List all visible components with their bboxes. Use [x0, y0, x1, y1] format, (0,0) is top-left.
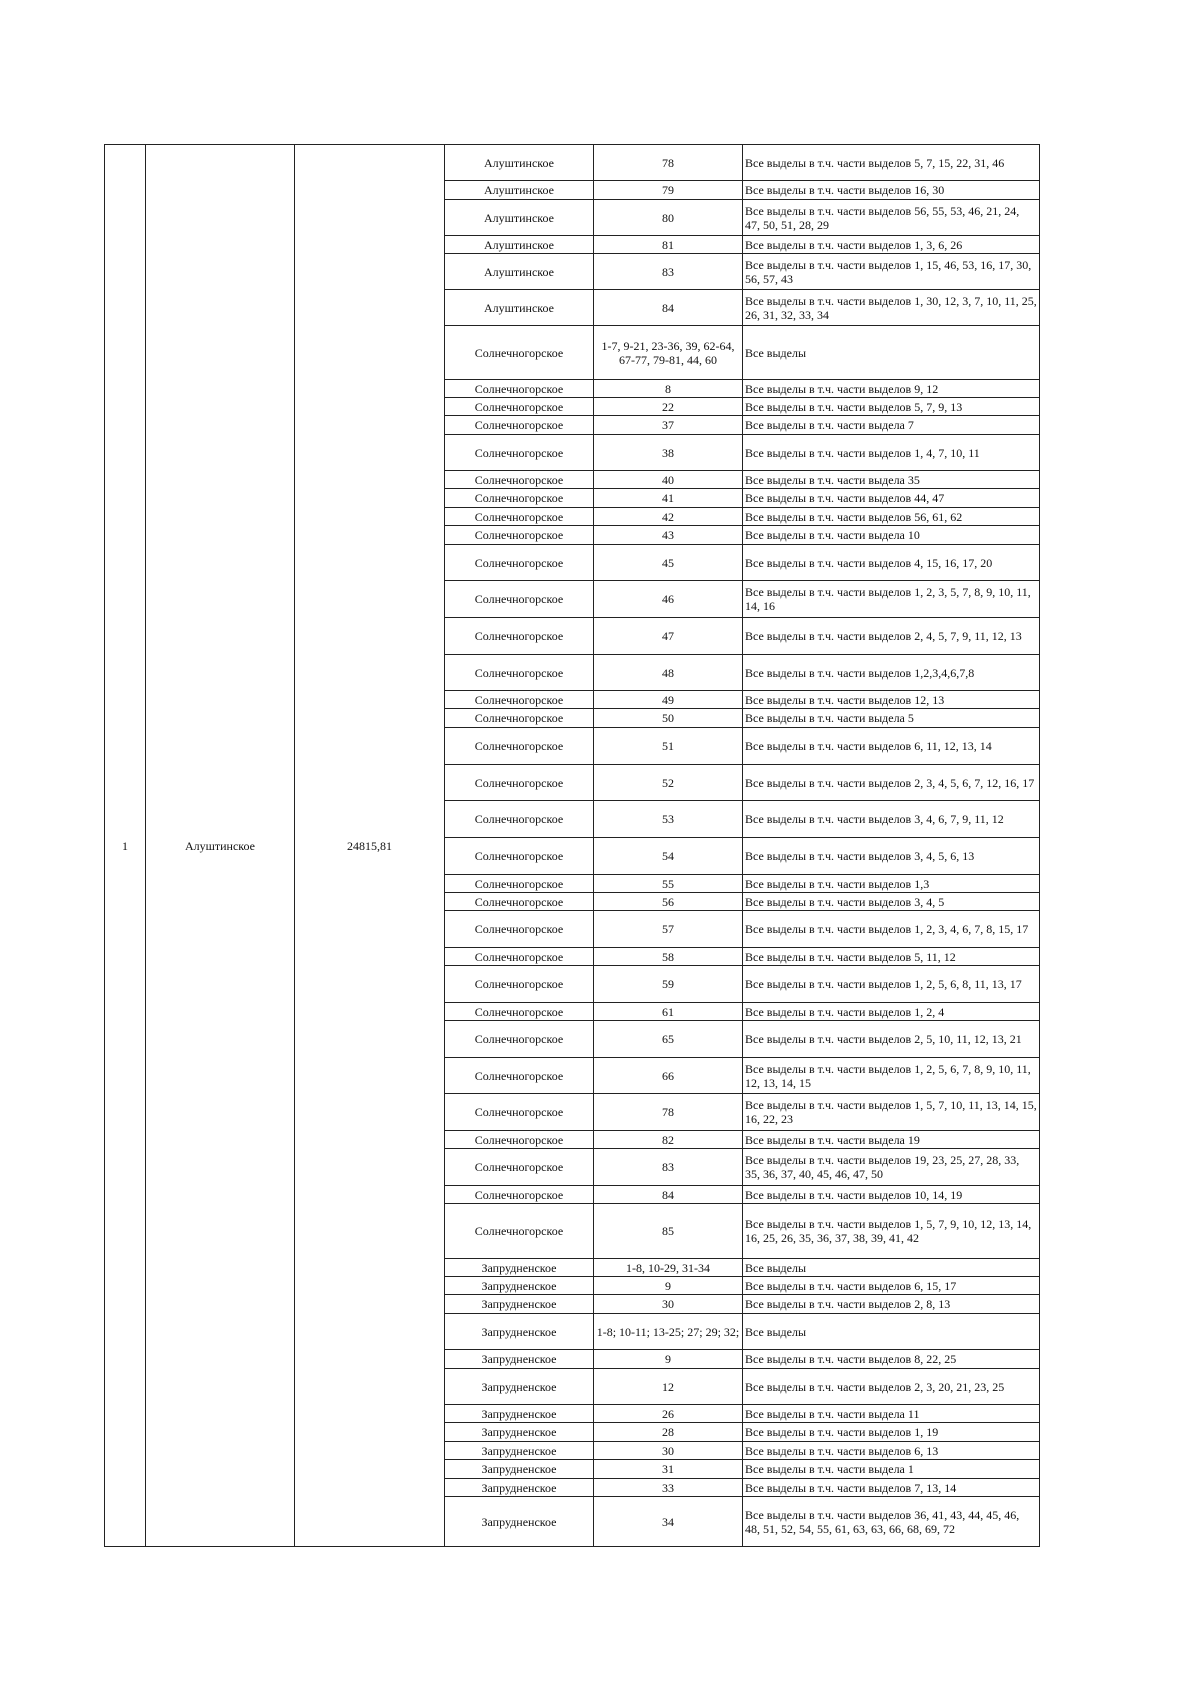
subforestry-cell: Солнечногорское	[445, 1003, 594, 1021]
vydely-cell: Все выделы в т.ч. части выделов 6, 13	[743, 1442, 1040, 1460]
kvartal-cell: 8	[594, 380, 743, 398]
subforestry-cell: Солнечногорское	[445, 765, 594, 801]
vydely-cell: Все выделы в т.ч. части выделов 3, 4, 5, 6, 13	[743, 838, 1040, 875]
vydely-cell: Все выделы	[743, 1314, 1040, 1350]
vydely-cell: Все выделы в т.ч. части выделов 2, 5, 10, 11, 12, 13, 21	[743, 1021, 1040, 1058]
subforestry-cell: Алуштинское	[445, 145, 594, 181]
kvartal-cell: 48	[594, 655, 743, 691]
vydely-cell: Все выделы в т.ч. части выделов 8, 22, 25	[743, 1350, 1040, 1369]
subforestry-cell: Солнечногорское	[445, 435, 594, 471]
subforestry-cell: Солнечногорское	[445, 948, 594, 966]
subforestry-cell: Запрудненское	[445, 1497, 594, 1547]
vydely-cell: Все выделы в т.ч. части выделов 1, 19	[743, 1423, 1040, 1442]
subforestry-cell: Солнечногорское	[445, 398, 594, 416]
kvartal-cell: 43	[594, 526, 743, 545]
subforestry-cell: Солнечногорское	[445, 416, 594, 435]
subforestry-cell: Запрудненское	[445, 1405, 594, 1423]
subforestry-cell: Алуштинское	[445, 254, 594, 290]
kvartal-cell: 81	[594, 236, 743, 254]
vydely-cell: Все выделы в т.ч. части выделов 44, 47	[743, 489, 1040, 508]
vydely-cell: Все выделы в т.ч. части выделов 1, 4, 7, 10, 11	[743, 435, 1040, 471]
subforestry-cell: Солнечногорское	[445, 581, 594, 618]
vydely-cell: Все выделы в т.ч. части выделов 6, 11, 12, 13, 14	[743, 728, 1040, 765]
kvartal-cell: 83	[594, 254, 743, 290]
vydely-cell: Все выделы в т.ч. части выдела 35	[743, 471, 1040, 489]
subforestry-cell: Солнечногорское	[445, 838, 594, 875]
kvartal-cell: 52	[594, 765, 743, 801]
subforestry-cell: Солнечногорское	[445, 1149, 594, 1186]
kvartal-cell: 45	[594, 545, 743, 581]
vydely-cell: Все выделы в т.ч. части выделов 1, 5, 7, 9, 10, 12, 13, 14, 16, 25, 26, 35, 36, 37, 38, 39, 41, 42	[743, 1204, 1040, 1259]
kvartal-cell: 51	[594, 728, 743, 765]
kvartal-cell: 46	[594, 581, 743, 618]
kvartal-cell: 33	[594, 1479, 743, 1497]
kvartal-cell: 47	[594, 618, 743, 655]
vydely-cell: Все выделы в т.ч. части выделов 12, 13	[743, 691, 1040, 709]
kvartal-cell: 84	[594, 290, 743, 326]
subforestry-cell: Солнечногорское	[445, 691, 594, 709]
vydely-cell: Все выделы в т.ч. части выделов 1, 5, 7, 10, 11, 13, 14, 15, 16, 22, 23	[743, 1094, 1040, 1131]
vydely-cell: Все выделы в т.ч. части выделов 1, 2, 5, 6, 7, 8, 9, 10, 11, 12, 13, 14, 15	[743, 1058, 1040, 1094]
subforestry-cell: Запрудненское	[445, 1277, 594, 1295]
kvartal-cell: 1-8; 10-11; 13-25; 27; 29; 32;	[594, 1314, 743, 1350]
subforestry-cell: Солнечногорское	[445, 1058, 594, 1094]
vydely-cell: Все выделы в т.ч. части выдела 1	[743, 1460, 1040, 1479]
vydely-cell: Все выделы в т.ч. части выделов 1, 2, 4	[743, 1003, 1040, 1021]
subforestry-cell: Солнечногорское	[445, 489, 594, 508]
subforestry-cell: Солнечногорское	[445, 728, 594, 765]
kvartal-cell: 49	[594, 691, 743, 709]
vydely-cell: Все выделы в т.ч. части выделов 1, 2, 3, 4, 6, 7, 8, 15, 17	[743, 911, 1040, 948]
subforestry-cell: Солнечногорское	[445, 1021, 594, 1058]
vydely-cell: Все выделы в т.ч. части выдела 5	[743, 709, 1040, 728]
vydely-cell: Все выделы в т.ч. части выделов 1,2,3,4,6,7,8	[743, 655, 1040, 691]
total-area-cell: 24815,81	[295, 145, 445, 1547]
vydely-cell: Все выделы в т.ч. части выделов 3, 4, 6, 7, 9, 11, 12	[743, 801, 1040, 838]
vydely-cell: Все выделы в т.ч. части выделов 2, 4, 5, 7, 9, 11, 12, 13	[743, 618, 1040, 655]
kvartal-cell: 42	[594, 508, 743, 526]
subforestry-cell: Запрудненское	[445, 1369, 594, 1405]
subforestry-cell: Запрудненское	[445, 1442, 594, 1460]
kvartal-cell: 40	[594, 471, 743, 489]
subforestry-cell: Солнечногорское	[445, 966, 594, 1003]
kvartal-cell: 41	[594, 489, 743, 508]
subforestry-cell: Солнечногорское	[445, 801, 594, 838]
vydely-cell: Все выделы в т.ч. части выделов 19, 23, 25, 27, 28, 33, 35, 36, 37, 40, 45, 46, 47, 50	[743, 1149, 1040, 1186]
vydely-cell: Все выделы в т.ч. части выделов 1,3	[743, 875, 1040, 893]
kvartal-cell: 31	[594, 1460, 743, 1479]
kvartal-cell: 59	[594, 966, 743, 1003]
table-body	[105, 145, 1040, 1547]
subforestry-cell: Солнечногорское	[445, 911, 594, 948]
subforestry-cell: Солнечногорское	[445, 526, 594, 545]
forest-plots-table	[104, 144, 1040, 1547]
vydely-cell: Все выделы в т.ч. части выделов 2, 3, 20, 21, 23, 25	[743, 1369, 1040, 1405]
vydely-cell: Все выделы в т.ч. части выделов 2, 3, 4, 5, 6, 7, 12, 16, 17	[743, 765, 1040, 801]
subforestry-cell: Солнечногорское	[445, 893, 594, 911]
vydely-cell: Все выделы в т.ч. части выделов 1, 15, 46, 53, 16, 17, 30, 56, 57, 43	[743, 254, 1040, 290]
kvartal-cell: 28	[594, 1423, 743, 1442]
kvartal-cell: 80	[594, 200, 743, 236]
kvartal-cell: 1-7, 9-21, 23-36, 39, 62-64, 67-77, 79-81, 44, 60	[594, 326, 743, 380]
vydely-cell: Все выделы в т.ч. части выделов 36, 41, 43, 44, 45, 46, 48, 51, 52, 54, 55, 61, 63, 63, 66, 68, 69, 72	[743, 1497, 1040, 1547]
vydely-cell: Все выделы в т.ч. части выдела 11	[743, 1405, 1040, 1423]
subforestry-cell: Солнечногорское	[445, 380, 594, 398]
subforestry-cell: Солнечногорское	[445, 875, 594, 893]
kvartal-cell: 66	[594, 1058, 743, 1094]
subforestry-cell: Алуштинское	[445, 236, 594, 254]
vydely-cell: Все выделы в т.ч. части выдела 10	[743, 526, 1040, 545]
kvartal-cell: 37	[594, 416, 743, 435]
vydely-cell: Все выделы в т.ч. части выделов 1, 2, 5, 6, 8, 11, 13, 17	[743, 966, 1040, 1003]
kvartal-cell: 1-8, 10-29, 31-34	[594, 1259, 743, 1277]
forestry-name-cell: Алуштинское	[146, 145, 295, 1547]
kvartal-cell: 30	[594, 1442, 743, 1460]
vydely-cell: Все выделы в т.ч. части выделов 1, 30, 12, 3, 7, 10, 11, 25, 26, 31, 32, 33, 34	[743, 290, 1040, 326]
vydely-cell: Все выделы в т.ч. части выделов 5, 7, 9, 13	[743, 398, 1040, 416]
subforestry-cell: Алуштинское	[445, 290, 594, 326]
subforestry-cell: Солнечногорское	[445, 655, 594, 691]
kvartal-cell: 61	[594, 1003, 743, 1021]
vydely-cell: Все выделы в т.ч. части выделов 5, 11, 12	[743, 948, 1040, 966]
kvartal-cell: 55	[594, 875, 743, 893]
table-row	[105, 145, 1040, 181]
kvartal-cell: 53	[594, 801, 743, 838]
kvartal-cell: 65	[594, 1021, 743, 1058]
subforestry-cell: Солнечногорское	[445, 508, 594, 526]
vydely-cell: Все выделы в т.ч. части выделов 1, 3, 6, 26	[743, 236, 1040, 254]
vydely-cell: Все выделы	[743, 1259, 1040, 1277]
subforestry-cell: Запрудненское	[445, 1314, 594, 1350]
vydely-cell: Все выделы в т.ч. части выделов 2, 8, 13	[743, 1295, 1040, 1314]
kvartal-cell: 56	[594, 893, 743, 911]
vydely-cell: Все выделы	[743, 326, 1040, 380]
kvartal-cell: 78	[594, 1094, 743, 1131]
kvartal-cell: 79	[594, 181, 743, 200]
vydely-cell: Все выделы в т.ч. части выделов 56, 61, 62	[743, 508, 1040, 526]
kvartal-cell: 34	[594, 1497, 743, 1547]
row-number-cell: 1	[105, 145, 146, 1547]
subforestry-cell: Солнечногорское	[445, 1204, 594, 1259]
kvartal-cell: 85	[594, 1204, 743, 1259]
subforestry-cell: Солнечногорское	[445, 1186, 594, 1204]
kvartal-cell: 38	[594, 435, 743, 471]
vydely-cell: Все выделы в т.ч. части выделов 10, 14, 19	[743, 1186, 1040, 1204]
kvartal-cell: 30	[594, 1295, 743, 1314]
vydely-cell: Все выделы в т.ч. части выделов 6, 15, 17	[743, 1277, 1040, 1295]
subforestry-cell: Запрудненское	[445, 1350, 594, 1369]
vydely-cell: Все выделы в т.ч. части выдела 19	[743, 1131, 1040, 1149]
kvartal-cell: 57	[594, 911, 743, 948]
subforestry-cell: Солнечногорское	[445, 471, 594, 489]
vydely-cell: Все выделы в т.ч. части выделов 4, 15, 16, 17, 20	[743, 545, 1040, 581]
kvartal-cell: 83	[594, 1149, 743, 1186]
kvartal-cell: 12	[594, 1369, 743, 1405]
kvartal-cell: 9	[594, 1277, 743, 1295]
vydely-cell: Все выделы в т.ч. части выделов 9, 12	[743, 380, 1040, 398]
subforestry-cell: Солнечногорское	[445, 709, 594, 728]
kvartal-cell: 22	[594, 398, 743, 416]
subforestry-cell: Солнечногорское	[445, 1094, 594, 1131]
kvartal-cell: 26	[594, 1405, 743, 1423]
subforestry-cell: Запрудненское	[445, 1295, 594, 1314]
subforestry-cell: Запрудненское	[445, 1423, 594, 1442]
vydely-cell: Все выделы в т.ч. части выдела 7	[743, 416, 1040, 435]
vydely-cell: Все выделы в т.ч. части выделов 5, 7, 15, 22, 31, 46	[743, 145, 1040, 181]
kvartal-cell: 82	[594, 1131, 743, 1149]
subforestry-cell: Запрудненское	[445, 1460, 594, 1479]
vydely-cell: Все выделы в т.ч. части выделов 16, 30	[743, 181, 1040, 200]
vydely-cell: Все выделы в т.ч. части выделов 7, 13, 14	[743, 1479, 1040, 1497]
kvartal-cell: 84	[594, 1186, 743, 1204]
vydely-cell: Все выделы в т.ч. части выделов 1, 2, 3, 5, 7, 8, 9, 10, 11, 14, 16	[743, 581, 1040, 618]
kvartal-cell: 50	[594, 709, 743, 728]
subforestry-cell: Солнечногорское	[445, 1131, 594, 1149]
subforestry-cell: Запрудненское	[445, 1259, 594, 1277]
subforestry-cell: Солнечногорское	[445, 618, 594, 655]
subforestry-cell: Солнечногорское	[445, 326, 594, 380]
subforestry-cell: Алуштинское	[445, 181, 594, 200]
vydely-cell: Все выделы в т.ч. части выделов 3, 4, 5	[743, 893, 1040, 911]
vydely-cell: Все выделы в т.ч. части выделов 56, 55, 53, 46, 21, 24, 47, 50, 51, 28, 29	[743, 200, 1040, 236]
kvartal-cell: 9	[594, 1350, 743, 1369]
subforestry-cell: Солнечногорское	[445, 545, 594, 581]
kvartal-cell: 78	[594, 145, 743, 181]
subforestry-cell: Запрудненское	[445, 1479, 594, 1497]
kvartal-cell: 54	[594, 838, 743, 875]
kvartal-cell: 58	[594, 948, 743, 966]
subforestry-cell: Алуштинское	[445, 200, 594, 236]
